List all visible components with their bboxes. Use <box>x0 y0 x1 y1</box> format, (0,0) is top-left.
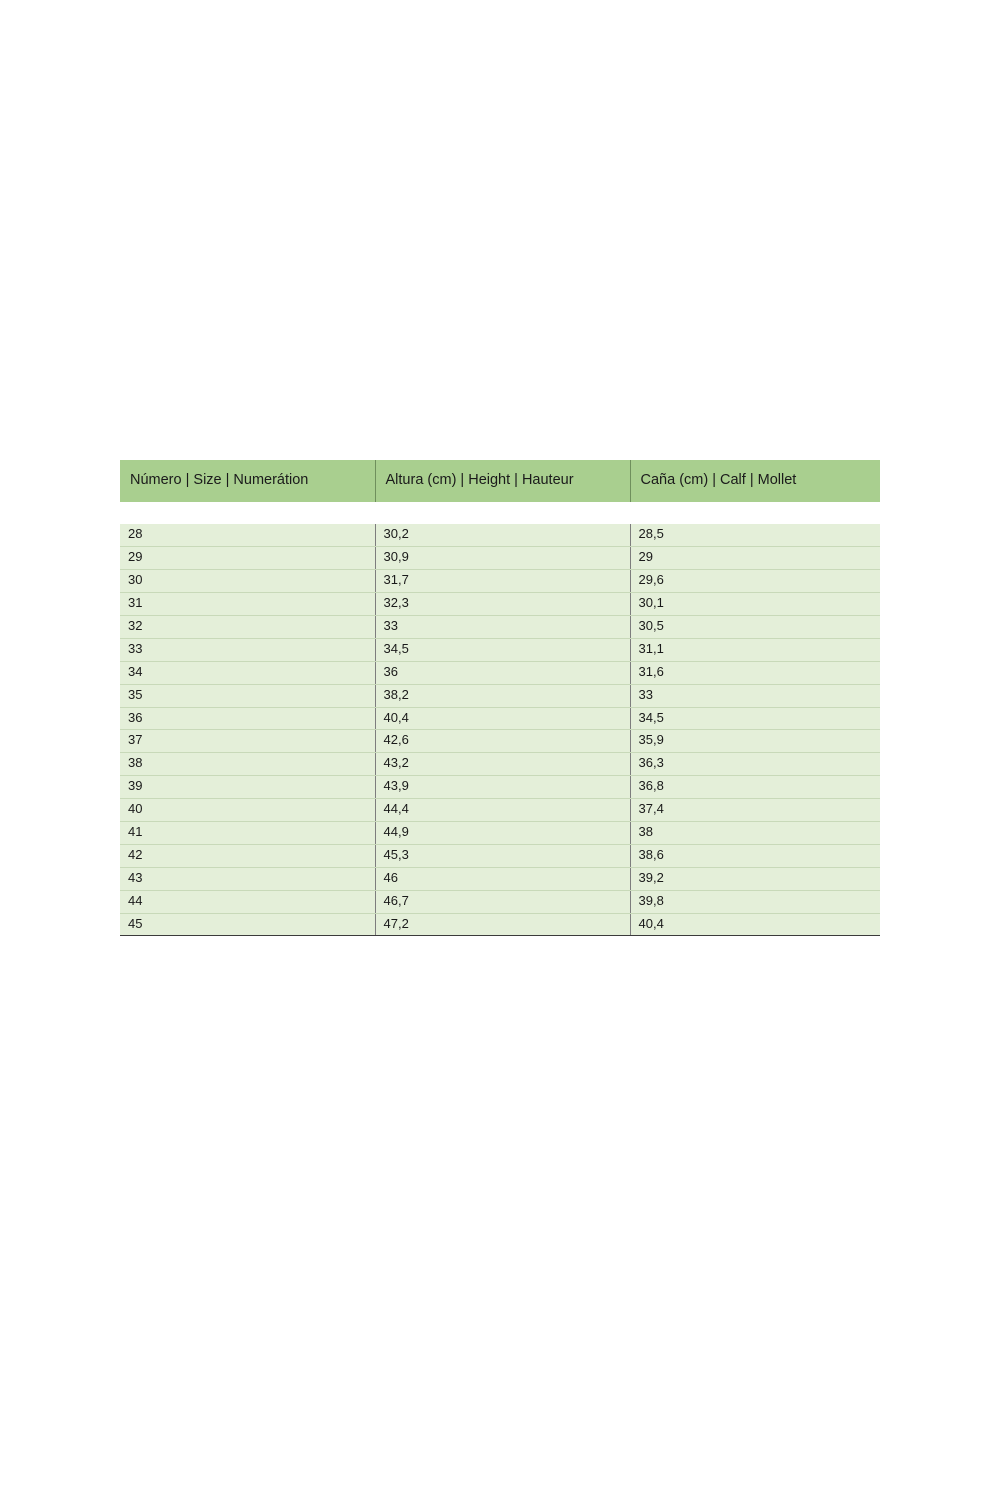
cell-calf: 39,8 <box>630 890 880 913</box>
table-row <box>120 821 880 844</box>
table-spacer-cell <box>375 502 630 524</box>
cell-size: 45 <box>120 913 375 936</box>
table-row <box>120 913 880 936</box>
table-spacer-row <box>120 502 880 524</box>
column-header-height: Altura (cm) | Height | Hauteur <box>375 460 630 502</box>
table-row <box>120 753 880 776</box>
cell-calf: 38,6 <box>630 844 880 867</box>
table-row <box>120 684 880 707</box>
table-header-row <box>120 460 880 502</box>
cell-height: 33 <box>375 615 630 638</box>
cell-height: 32,3 <box>375 593 630 616</box>
cell-height: 31,7 <box>375 570 630 593</box>
cell-size: 42 <box>120 844 375 867</box>
table-row <box>120 844 880 867</box>
cell-calf: 29,6 <box>630 570 880 593</box>
table-row <box>120 890 880 913</box>
cell-calf: 38 <box>630 821 880 844</box>
cell-height: 40,4 <box>375 707 630 730</box>
cell-height: 38,2 <box>375 684 630 707</box>
cell-calf: 31,6 <box>630 661 880 684</box>
cell-calf: 37,4 <box>630 799 880 822</box>
table-row <box>120 615 880 638</box>
table-row <box>120 638 880 661</box>
cell-size: 35 <box>120 684 375 707</box>
cell-height: 30,9 <box>375 547 630 570</box>
cell-size: 43 <box>120 867 375 890</box>
cell-height: 42,6 <box>375 730 630 753</box>
cell-size: 30 <box>120 570 375 593</box>
cell-size: 36 <box>120 707 375 730</box>
cell-size: 32 <box>120 615 375 638</box>
cell-size: 31 <box>120 593 375 616</box>
table-row <box>120 707 880 730</box>
cell-size: 38 <box>120 753 375 776</box>
cell-calf: 28,5 <box>630 524 880 546</box>
column-header-size: Número | Size | Numerátion <box>120 460 375 502</box>
table-row <box>120 776 880 799</box>
cell-calf: 36,3 <box>630 753 880 776</box>
cell-height: 36 <box>375 661 630 684</box>
table-body <box>120 502 880 936</box>
cell-height: 45,3 <box>375 844 630 867</box>
table-row <box>120 570 880 593</box>
table-header <box>120 460 880 502</box>
table-row <box>120 661 880 684</box>
column-header-calf: Caña (cm) | Calf | Mollet <box>630 460 880 502</box>
cell-height: 44,9 <box>375 821 630 844</box>
cell-calf: 40,4 <box>630 913 880 936</box>
cell-calf: 39,2 <box>630 867 880 890</box>
cell-calf: 33 <box>630 684 880 707</box>
cell-size: 28 <box>120 524 375 546</box>
cell-calf: 31,1 <box>630 638 880 661</box>
cell-size: 41 <box>120 821 375 844</box>
cell-size: 29 <box>120 547 375 570</box>
table-row <box>120 524 880 546</box>
cell-calf: 35,9 <box>630 730 880 753</box>
cell-height: 47,2 <box>375 913 630 936</box>
table-row <box>120 730 880 753</box>
cell-size: 44 <box>120 890 375 913</box>
cell-height: 34,5 <box>375 638 630 661</box>
cell-calf: 29 <box>630 547 880 570</box>
cell-height: 46,7 <box>375 890 630 913</box>
cell-size: 33 <box>120 638 375 661</box>
table-spacer-cell <box>630 502 880 524</box>
table-row <box>120 799 880 822</box>
cell-calf: 30,1 <box>630 593 880 616</box>
table-row <box>120 547 880 570</box>
cell-height: 43,9 <box>375 776 630 799</box>
cell-height: 46 <box>375 867 630 890</box>
cell-size: 39 <box>120 776 375 799</box>
cell-height: 30,2 <box>375 524 630 546</box>
cell-height: 44,4 <box>375 799 630 822</box>
cell-height: 43,2 <box>375 753 630 776</box>
cell-size: 34 <box>120 661 375 684</box>
cell-calf: 30,5 <box>630 615 880 638</box>
size-chart-container <box>120 460 880 936</box>
cell-size: 40 <box>120 799 375 822</box>
cell-size: 37 <box>120 730 375 753</box>
table-spacer-cell <box>120 502 375 524</box>
table-row <box>120 593 880 616</box>
size-chart-table <box>120 460 880 936</box>
cell-calf: 36,8 <box>630 776 880 799</box>
cell-calf: 34,5 <box>630 707 880 730</box>
table-row <box>120 867 880 890</box>
